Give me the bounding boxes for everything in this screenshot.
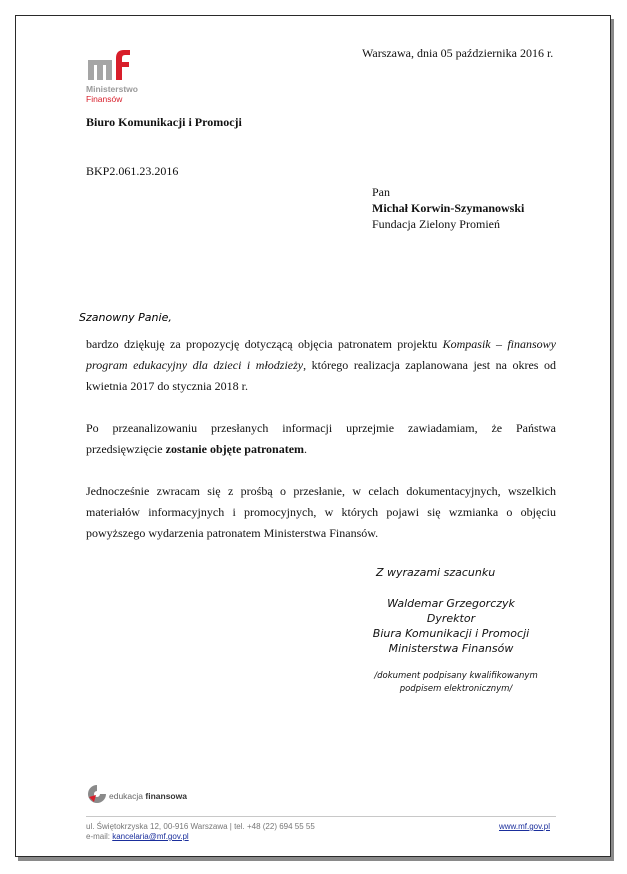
signer-position: Dyrektor: [426, 612, 476, 625]
recipient-title: Pan: [372, 185, 390, 199]
footer-email-line: [86, 832, 189, 841]
edu-brand-b: finansowa: [145, 791, 187, 801]
mf-logo-icon: [86, 46, 148, 82]
logo-text-ministerstwo: Ministerstwo: [86, 84, 138, 94]
edu-swirl-icon: [86, 783, 108, 805]
paragraph-2: [86, 418, 556, 460]
letter-page: [15, 15, 611, 857]
letter-date: Warszawa, dnia 05 października 2016 r.: [362, 46, 554, 60]
e-signature-note: [361, 670, 551, 696]
footer-divider: [86, 816, 556, 817]
edu-brand-a: edukacja: [109, 791, 146, 801]
reference-number: BKP2.061.23.2016: [86, 164, 179, 178]
edu-brand-text: [109, 791, 187, 801]
closing-phrase: Z wyrazami szacunku: [376, 566, 496, 579]
signer-unit: Biura Komunikacji i Promocji: [372, 627, 530, 640]
e-signature-note-line1: /dokument podpisany kwalifikowanym: [374, 671, 538, 681]
recipient-address: [372, 184, 524, 232]
email-label: e-mail:: [86, 832, 113, 841]
patronage-decision: zostanie objęte patronatem: [165, 442, 305, 456]
signer-ministry: Ministerstwa Finansów: [388, 642, 514, 655]
project-title: Kompasik – finansowy program edukacyjny dla dzieci i młodzieży: [86, 337, 556, 372]
paragraph-1: [86, 334, 556, 397]
paragraph-1-text-b: , którego realizacja zaplanowana jest na okres od kwietnia 2017 do stycznia 2018 r.: [86, 358, 556, 393]
paragraph-1-text-a: bardzo dziękuję za propozycję dotyczącą objęcia patronatem projektu: [86, 337, 443, 351]
signature-block: [356, 596, 546, 656]
footer-address: ul. Świętokrzyska 12, 00-916 Warszawa | tel. +48 (22) 694 55 55: [86, 822, 315, 831]
recipient-name: Michał Korwin-Szymanowski: [372, 201, 525, 215]
salutation: Szanowny Panie,: [79, 311, 172, 324]
office-name: Biuro Komunikacji i Promocji: [86, 115, 242, 129]
signer-name: Waldemar Grzegorczyk: [387, 597, 515, 610]
footer-website: [499, 822, 550, 831]
paragraph-3: Jednocześnie zwracam się z prośbą o przesłanie, w celach dokumentacyjnych, wszelkich materiałów informacyjnych i promocyjnych, w których pojawi się wzmianka o objęciu powyższego wydarzenia patronatem Ministerstwa Finansów.: [86, 484, 556, 540]
paragraph-2-text-b: .: [304, 442, 308, 456]
email-link[interactable]: kancelaria@mf.gov.pl: [112, 832, 189, 841]
paragraph-2-text-a: Po przeanalizowaniu przesłanych informacji uprzejmie zawiadamiam, że Państwa przedsięwzięcie: [86, 421, 556, 456]
recipient-organization: Fundacja Zielony Promień: [372, 217, 500, 231]
website-link[interactable]: www.mf.gov.pl: [499, 822, 550, 831]
e-signature-note-line2: podpisem elektronicznym/: [399, 684, 513, 694]
logo-text-finansow: Finansów: [86, 94, 123, 104]
